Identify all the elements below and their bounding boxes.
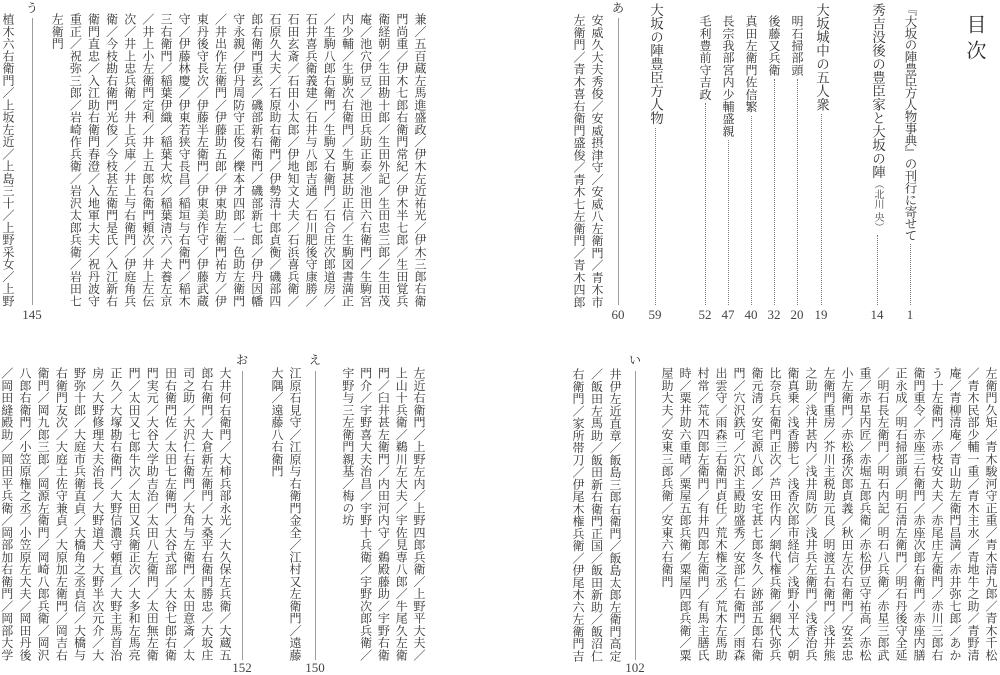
toc-entry-sanada xyxy=(739,0,763,325)
name-list-line: 重／赤星内匠／赤堀五郎兵衛／赤松伊豆守祐高／赤松 xyxy=(858,367,872,661)
name-list-line: 内少輔／生駒次右衛門／生駒甚助正信／生駒図書満正 xyxy=(340,13,355,307)
section-header-i xyxy=(620,353,650,675)
toc-entry-label: 真田左衛門佐信繁 xyxy=(744,15,758,113)
name-list-line: 門／臼井甚左衛門／内田河内守／鵜殿藤助／宇野右衛 xyxy=(376,367,391,661)
toc-page-number: 32 xyxy=(767,307,781,322)
toc-entry-label: 大坂の陣豊臣方人物 xyxy=(647,3,663,125)
name-list-line: 門／太田又七郎牛次／太田又兵衛正次／大多和左馬亮 xyxy=(127,367,142,661)
name-list-line: 衛門直忠／入江助右衛門春澄／入地軍大夫／祝丹波守 xyxy=(86,13,101,307)
section-page-number: 150 xyxy=(305,660,325,675)
toc-entry-label: 大坂城中の五人衆 xyxy=(813,3,829,111)
name-list-line: 郎右衛門重玄／磯部新右衛門／磯部新七郎／伊丹因幡 xyxy=(249,13,264,307)
toc-entry-akashi xyxy=(785,0,809,325)
dotted-leader xyxy=(774,79,775,305)
name-list-line: 出雲守／雨森三右衛門貞任／荒木権之丞／荒木左馬助 xyxy=(714,367,728,661)
name-list-line: 正久／大塚勘右衛門／大野信濃守頼直／大野主馬首治 xyxy=(108,367,123,661)
section-kana: う xyxy=(25,1,38,15)
name-list-line: 房／大野修理大夫治長／大野道犬／大野半次元介／大 xyxy=(90,367,105,661)
name-list-line: 衛門／岡九郎三郎／岡源左衛門／岡崎八郎兵衛／岡沢 xyxy=(36,367,51,661)
name-list-line: う十左衛門／赤枝安大夫／赤尾庄左衛門／赤川三郎右 xyxy=(930,367,944,661)
name-list-line: 比奈兵右衛門正次／芦田作内／網代権兵衛／網代弥兵 xyxy=(768,367,782,661)
right-page xyxy=(550,0,1000,675)
dotted-leader xyxy=(728,140,729,305)
toc-entry-column xyxy=(742,15,760,305)
section-rule xyxy=(635,371,636,660)
toc-entry-goto xyxy=(762,0,786,325)
dotted-leader xyxy=(751,116,752,305)
name-list-line: 衛／今枝勘右衛門光俊／今枝甚左衛門是氏／入江新右 xyxy=(104,13,119,307)
section-rule xyxy=(315,371,316,660)
section-kana: え xyxy=(308,353,321,367)
name-list-a-top xyxy=(570,14,606,308)
name-list-line: 右衛門友次／大庭土佐守兼貞／大原加左衛門／岡吉右 xyxy=(54,367,69,661)
dotted-leader xyxy=(877,235,878,305)
name-list-line: 衛元清／安宅源八郎／安宅甚七郎冬久／跡部五郎右衛 xyxy=(750,367,764,661)
name-list-line: 左近右衛門／上野左内／上野四郎兵衛／上野平大夫／ xyxy=(412,367,426,661)
name-list-line: ／明石長左衛門／明石内記／明石八兵衛／赤星三郎武 xyxy=(876,367,890,661)
name-list-line: 衛真乗／浅香勝七／浅香次郎市経信／浅野小平太／朝 xyxy=(786,367,800,661)
name-list-line: 小左衛門／赤松孫次郎貞義／秋田左次右衛門／安芸忠 xyxy=(840,367,854,661)
name-list-line: 郎右衛門／大倉新左衛門／大桑平右衛門勝忠／大坂庄 xyxy=(199,367,214,661)
name-list-line: 上山十兵衛／鵜川左大夫／宇佐見専八郎／牛尾久左衛 xyxy=(394,367,409,661)
name-list-line: 屋助大夫／安東三郎兵衛／安東六右衛門 xyxy=(660,367,674,588)
name-list-line: 門実元／大谷大学助吉治／太田八左衛門／太田無左衛 xyxy=(145,367,160,661)
section-page-number: 145 xyxy=(22,307,42,322)
name-list-line: ／青木民部少輔一重／青木主水／青地牛之助／青野清 xyxy=(966,367,980,661)
name-list-line: 守／伊藤林慶／伊東若狭守長昌／稲垣与右衛門／稲木 xyxy=(177,13,192,307)
name-list-line: 田右衛門佐／太田七左衛門／大谷式部／大谷七郎右衛 xyxy=(163,367,178,661)
name-list-line: 左衛門久矩／青木駿河守正重／青木清九郎／青木千松 xyxy=(984,367,998,661)
name-list-line: 守永親／伊丹周防守正俊／櫟本才四郎／一色助左衛門 xyxy=(231,13,246,307)
toc-page-number: 52 xyxy=(698,307,712,322)
section-page-number: 60 xyxy=(611,307,625,322)
name-list-line: 植木六右衛門／上坂左近／上島三十／上野采女／上野 xyxy=(1,13,15,307)
name-list-line: 庵／池穴伊豆／池田兵助正泰／池田六右衛門／生駒宮 xyxy=(358,13,373,307)
dotted-leader xyxy=(821,114,822,305)
toc-entry-label: 『大坂の陣豊臣方人物事典』の刊行に寄せて xyxy=(903,3,918,242)
name-list-line: ／井上小左衛門定利／井上五郎右衛門頼次／井上左伝 xyxy=(140,13,155,307)
toc-page-number: 1 xyxy=(906,307,914,322)
toc-entry-label: 後藤又兵衛 xyxy=(767,15,781,76)
name-list-line: ／岡田縫殿助／岡田平兵衛／岡部加右衛門／岡部大学 xyxy=(0,367,14,661)
name-list-line: 井伊左近直章／飯島三郎右衛門／飯島太郎左衛門高定 xyxy=(608,368,622,662)
name-list-line: 兼／五百蔵左馬進盛政／伊木左近祐光／伊木三郎右衛 xyxy=(413,13,427,307)
toc-entry-column xyxy=(646,3,664,305)
name-list-line: 司之助／大沢仁右衛門／大角与左衛門／太田意斎／太 xyxy=(181,367,196,661)
dotted-leader xyxy=(705,103,706,305)
name-list-line: 右衛門／家所帯刀／伊尾木権兵衛／伊尾木六左衛門吉 xyxy=(571,368,585,662)
name-list-line: 大井何右衛門／大柿兵部永光／大久保左兵衛／大蔵五 xyxy=(218,367,232,661)
section-kana: あ xyxy=(611,1,624,15)
name-list-line: 衛経朝／生田勘十郎／生田外記／生田忠三郎／生田茂 xyxy=(376,13,391,307)
section-header-a xyxy=(603,1,633,322)
toc-entry-column xyxy=(901,3,919,305)
contents-title: 目次 xyxy=(963,14,987,66)
name-list-line: 左衛門／青木喜右衛門盛俊／青木七左衛門／青木四郎 xyxy=(572,14,586,308)
toc-page-number: 19 xyxy=(814,307,828,322)
name-list-line: 門／穴沢鉄可／穴沢主殿助盛秀／安部仁右衛門／雨森 xyxy=(732,367,746,661)
name-list-line: 宇野与三左衛門親基／梅の坊 xyxy=(340,367,355,527)
section-rule xyxy=(32,18,33,305)
name-list-o xyxy=(0,367,234,661)
section-kana: お xyxy=(235,353,248,367)
toc-page-number: 47 xyxy=(721,307,735,322)
toc-entry-chosokabe xyxy=(716,0,740,325)
section-rule xyxy=(242,371,243,660)
name-list-line: 庵／青柳清庵／青山助左衛門昌満／赤井弥七郎／あか xyxy=(948,367,962,661)
section-page-number: 102 xyxy=(625,660,645,675)
name-list-line: 衛門重令／赤座三右衛門／赤座次郎右衛門／赤座内膳 xyxy=(912,367,926,661)
toc-entry-label: 秀吉没後の豊臣家と大坂の陣 xyxy=(869,3,885,179)
name-list-e xyxy=(268,367,304,661)
name-list-u-bottom xyxy=(338,367,427,661)
toc-entry-foreword xyxy=(898,0,922,325)
name-list-line: 時／粟井助六重晴／粟屋五郎兵衛／粟屋四郎兵衛／粟 xyxy=(678,367,692,661)
toc-page-number: 14 xyxy=(870,307,884,322)
name-list-line: 江原石見守／江原与右衛門金全／江村又左衛門／遠藤 xyxy=(288,367,302,661)
toc-page-number: 20 xyxy=(790,307,804,322)
name-list-line: 村常／荒木四郎左衛門／有井四郎左衛門／有馬主膳氏 xyxy=(696,367,710,661)
name-list-line: 左衛門重房／芥川主税助元良／明渡五右衛門／浅井熊 xyxy=(822,367,836,661)
toc-entry-toyotomi-figures xyxy=(643,0,667,325)
toc-entry-mori xyxy=(693,0,717,325)
name-list-line: ／生駒八郎右衛門／生駒又右衛門／石合庄次郎道房／ xyxy=(322,13,337,307)
dotted-leader xyxy=(910,244,911,305)
toc-entry-column xyxy=(765,15,783,305)
name-list-line: 石井喜兵衛義建／石井与八郎吉通／石川肥後守康勝／ xyxy=(304,13,319,307)
toc-entry-label: 毛利豊前守吉政 xyxy=(698,15,712,101)
toc-entry-label: 明石掃部頭 xyxy=(790,15,804,76)
dotted-leader xyxy=(655,128,656,306)
name-list-a-bottom xyxy=(658,367,1000,661)
dotted-leader xyxy=(797,79,798,305)
toc-entry-column xyxy=(719,15,737,305)
toc-entry-column xyxy=(788,15,806,305)
name-list-line: 石田玄斎／石田小太郎／伊地知文大夫／石浜喜兵衛／ xyxy=(286,13,301,307)
toc-page-number: 40 xyxy=(744,307,758,322)
name-list-line: 野弥十郎／大庭市兵衛直貞／大橋角之丞貞信／大橋与 xyxy=(72,367,87,661)
name-list-line: 之助／浅井甚内／浅井周防／浅井兵左衛門／浅香治兵 xyxy=(804,367,818,661)
toc-entry-label: 長宗我部宮内少輔盛親 xyxy=(721,15,735,137)
name-list-line: 左衛門 xyxy=(50,13,65,50)
name-list-line: 東丹後守長次／伊藤半左衛門／伊東美作守／伊藤武蔵 xyxy=(195,13,210,307)
name-list-line: 三右衛門／稲葉伊織／稲葉大炊／稲葉清六／犬養左京 xyxy=(159,13,174,307)
name-list-line: ／井出作左衛門／伊藤助五郎／伊東助左衛門祐方／伊 xyxy=(213,13,228,307)
toc-entry-author: （北川 央） xyxy=(872,178,883,232)
name-list-line: 次／井上忠兵衛／井上兵庫／井上与右衛門／伊庭角兵 xyxy=(122,13,137,307)
name-list-i-bottom xyxy=(569,368,625,662)
name-list-line: 門尚重／伊木七郎右衛門常紀／伊木半七郎／生田覚兵 xyxy=(394,13,409,307)
name-list-line: 八郎右衛門／小笠原権之丞／小笠原左大夫／岡田丹後 xyxy=(17,367,32,661)
toc-entry-five-generals xyxy=(809,0,833,325)
name-list-line: 石原久大夫／石原助右衛門／伊勢清十郎貞衡／磯部四 xyxy=(267,13,282,307)
name-list-line: 正永成／明石掃部頭／明石清左衛門／明石丹後守全延 xyxy=(894,367,908,661)
section-kana: い xyxy=(628,353,641,367)
name-list-line: 大隅／遠藤八右衛門 xyxy=(270,367,284,478)
name-list-i-top xyxy=(48,13,429,307)
toc-entry-column xyxy=(868,3,886,305)
toc-entry-hideyoshi-essay xyxy=(865,0,889,325)
name-list-line: 安威久大夫秀俊／安威摂津守／安威八左衛門／青木市 xyxy=(590,14,604,308)
toc-page-number: 59 xyxy=(648,307,662,322)
section-rule xyxy=(618,18,619,305)
name-list-line: 重正／祝弥三郎／岩崎作兵衛／岩沢太郎兵衛／岩田七 xyxy=(68,13,83,307)
section-header-u xyxy=(17,1,47,322)
section-page-number: 152 xyxy=(232,660,252,675)
toc-entry-column xyxy=(812,3,830,305)
toc-entry-column xyxy=(696,15,714,305)
name-list-line: 門介／宇野喜大夫治昌／宇野十兵衛／宇野次郎兵衛／ xyxy=(358,367,373,661)
name-list-line: ／飯田左馬助／飯田新右衛門正国／飯田新助／飯沼仁 xyxy=(589,368,604,662)
section-header-e xyxy=(300,353,330,675)
name-list-u-top xyxy=(0,13,17,307)
